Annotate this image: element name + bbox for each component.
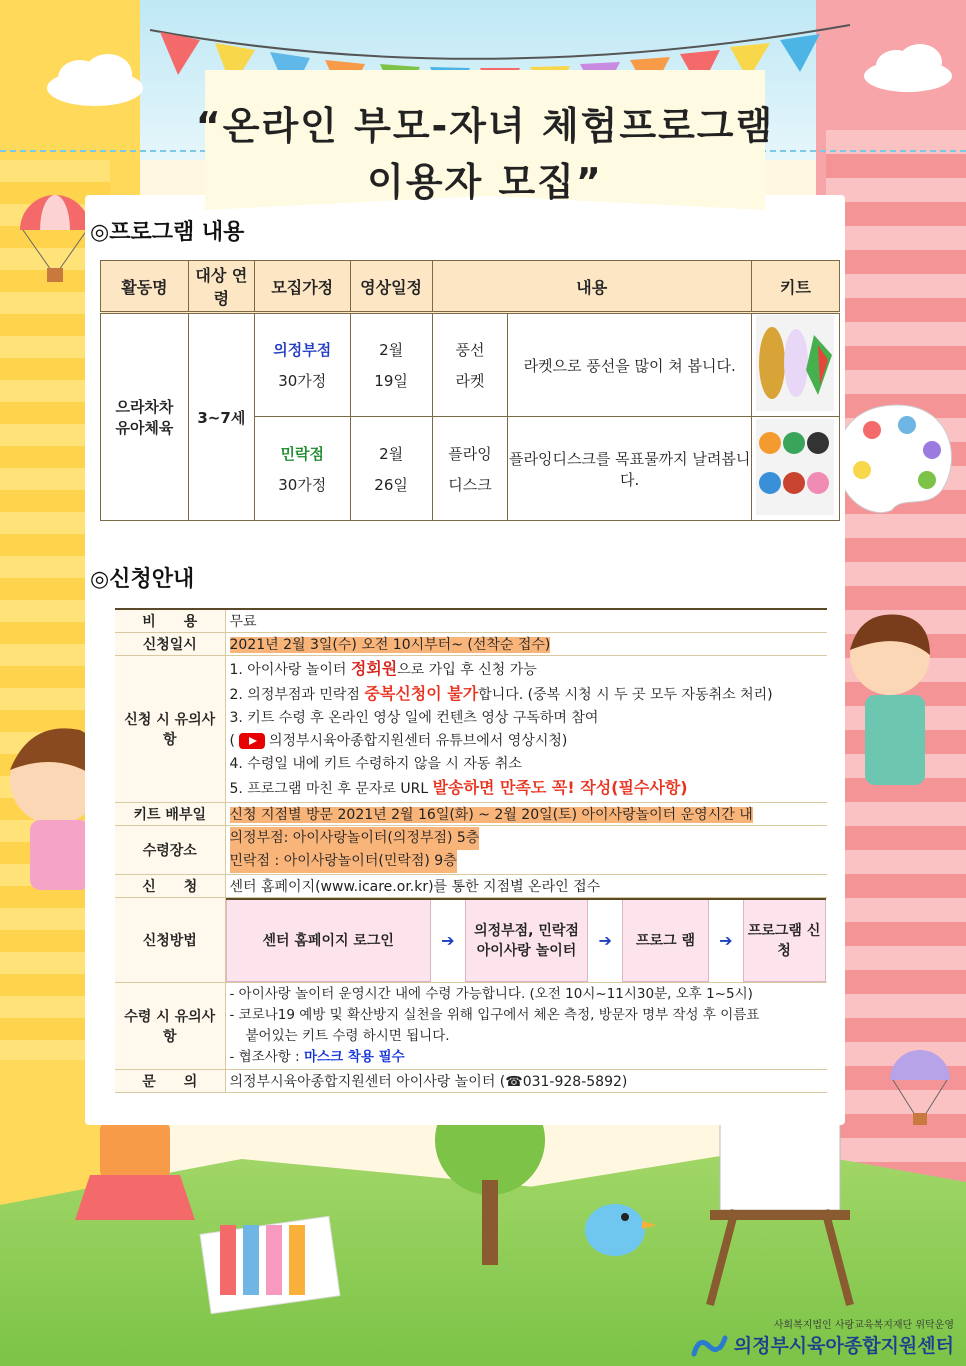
note-item: 3. 키트 수령 후 온라인 영상 일에 컨텐츠 영상 구독하며 참여 [229, 710, 599, 726]
contact-value: 의정부시육아종합지원센터 아이사랑 놀이터 (☎031-928-5892) [225, 1069, 827, 1092]
date-label: 신청일시 [115, 633, 225, 656]
arrow-right-icon: ➔ [588, 899, 623, 981]
branch-cell [254, 417, 350, 521]
family-count: 30가정 [278, 475, 327, 494]
notes-row [115, 656, 827, 803]
step-apply: 프로그램 신청 [743, 899, 825, 981]
section-title-apply: ◎신청안내 [90, 567, 195, 592]
title-line-2: 이용자 모집” [367, 160, 603, 204]
fee-label: 비 용 [115, 609, 225, 633]
place-value-2: 민락점 : 아이사랑놀이터(민락점) 9층 [230, 850, 457, 873]
apply-row [115, 875, 827, 898]
receive-item: 붙어있는 키트 수령 하시면 됩니다. [245, 1027, 450, 1044]
note-item: ( 의정부시육아종합지원센터 유튜브에서 영상시청) [229, 733, 568, 749]
kit-date-cell [225, 803, 827, 826]
parachute-icon [885, 1045, 955, 1135]
footer-org-name: 의정부시육아종합지원센터 [733, 1334, 954, 1357]
palette-icon [832, 400, 962, 520]
step-branch: 의정부점, 민락점 아이사랑 놀이터 [465, 899, 588, 981]
footer-org-sub: 사회복지법인 사랑교육복지재단 위탁운영 [773, 1319, 954, 1331]
item-name-2: 디스크 [448, 475, 492, 494]
application-info-table [115, 608, 827, 1093]
method-label: 신청방법 [115, 898, 225, 983]
step-login: 센터 홈페이지 로그인 [226, 899, 430, 981]
center-logo-icon [689, 1334, 729, 1360]
header-families: 모집가정 [254, 261, 350, 313]
kit-date-value: 신청 지점별 방문 2021년 2월 16일(화) ~ 2월 20일(토) 아이사랑놀이터 운영시간 내 [229, 807, 753, 823]
item-cell [432, 417, 508, 521]
date-value: 2021년 2월 3일(수) 오전 10시부터~ (선착순 접수) [229, 637, 551, 653]
receive-item: - 코로나19 예방 및 확산방지 실천을 위해 입구에서 체온 측정, 방문자 명부 작성 후 이름표 [229, 1006, 760, 1023]
branch-name: 의정부점 [273, 341, 332, 359]
apply-value: 센터 홈페이지(www.icare.or.kr)를 통한 지점별 온라인 접수 [225, 875, 827, 898]
header-kit: 키트 [751, 261, 839, 313]
family-count: 30가정 [278, 372, 327, 390]
place-row [115, 826, 827, 875]
place-value-1: 의정부점: 아이사랑놀이터(의정부점) 5층 [230, 827, 480, 850]
date-cell [225, 633, 827, 656]
receive-row [115, 982, 827, 1069]
note-item: 2. 의정부점과 민락점 중복신청이 불가합니다. (중복 시청 시 두 곳 모두 자동취소 처리) [229, 684, 773, 703]
apply-label: 신 청 [115, 875, 225, 898]
branch-cell [254, 313, 350, 417]
flying-disc-kit-image [756, 419, 834, 515]
header-age: 대상 연령 [188, 261, 254, 313]
arrow-right-icon: ➔ [708, 899, 743, 981]
note-item: 1. 아이사랑 놀이터 정회원으로 가입 후 신청 가능 [229, 659, 537, 678]
place-label: 수령장소 [115, 826, 225, 875]
method-cell [225, 898, 827, 983]
page-title [180, 98, 790, 210]
note-item: 5. 프로그램 마친 후 문자로 URL 발송하면 만족도 꼭! 작성(필수사항) [229, 778, 688, 797]
racket-balloon-kit-image [756, 315, 834, 411]
schedule-cell [350, 417, 432, 521]
cloud-icon [858, 40, 958, 96]
crayons-icon [195, 1205, 345, 1315]
contact-row [115, 1069, 827, 1092]
item-name: 플라잉 [448, 444, 492, 463]
section-title-program: ◎프로그램 내용 [90, 220, 245, 245]
schedule-cell [350, 313, 432, 417]
kit-date-label: 키트 배부일 [115, 803, 225, 826]
method-row [115, 898, 827, 983]
notes-list [225, 656, 827, 803]
youtube-icon [239, 733, 265, 749]
place-cell [225, 826, 827, 875]
receive-item: - 아이사랑 놀이터 운영시간 내에 수령 가능합니다. (오전 10시~11시30분, 오후 1~5시) [229, 985, 753, 1002]
contact-label: 문 의 [115, 1069, 225, 1092]
kit-date-row [115, 803, 827, 826]
day: 26일 [374, 475, 408, 494]
month: 2월 [379, 341, 404, 359]
note-item: 4. 수령일 내에 키트 수령하지 않을 시 자동 취소 [229, 756, 522, 772]
title-line-1: “온라인 부모-자녀 체험프로그램 [195, 104, 775, 148]
receive-notes [225, 982, 827, 1069]
receive-label: 수령 시 유의사항 [115, 982, 225, 1069]
footer-logo [689, 1316, 954, 1361]
notes-label: 신청 시 유의사항 [115, 656, 225, 803]
parachute-icon [15, 190, 95, 290]
item-name: 풍선 [455, 341, 485, 359]
content-cell: 플라잉디스크를 목표물까지 날려봅니다. [508, 417, 752, 521]
header-schedule: 영상일정 [350, 261, 432, 313]
target-age: 3~7세 [188, 313, 254, 521]
kit-cell [751, 417, 839, 521]
program-table [100, 260, 840, 521]
cloud-icon [40, 50, 150, 110]
date-row [115, 633, 827, 656]
activity-name: 으라차차 유아체육 [101, 313, 189, 521]
bird-icon [570, 1185, 660, 1265]
arrow-right-icon: ➔ [430, 899, 465, 981]
branch-name: 민락점 [280, 444, 324, 463]
header-activity: 활동명 [101, 261, 189, 313]
fee-value: 무료 [225, 609, 827, 633]
method-steps [226, 898, 826, 982]
item-name-2: 라켓 [455, 372, 485, 390]
fee-row [115, 609, 827, 633]
item-cell [432, 313, 508, 417]
month: 2월 [379, 444, 404, 463]
kit-cell [751, 313, 839, 417]
receive-item: - 협조사항 : 마스크 착용 필수 [229, 1048, 405, 1065]
table-row [101, 313, 840, 417]
content-cell: 라켓으로 풍선을 많이 쳐 봅니다. [508, 313, 752, 417]
day: 19일 [374, 372, 408, 390]
header-content: 내용 [432, 261, 751, 313]
step-program: 프로그 램 [623, 899, 709, 981]
